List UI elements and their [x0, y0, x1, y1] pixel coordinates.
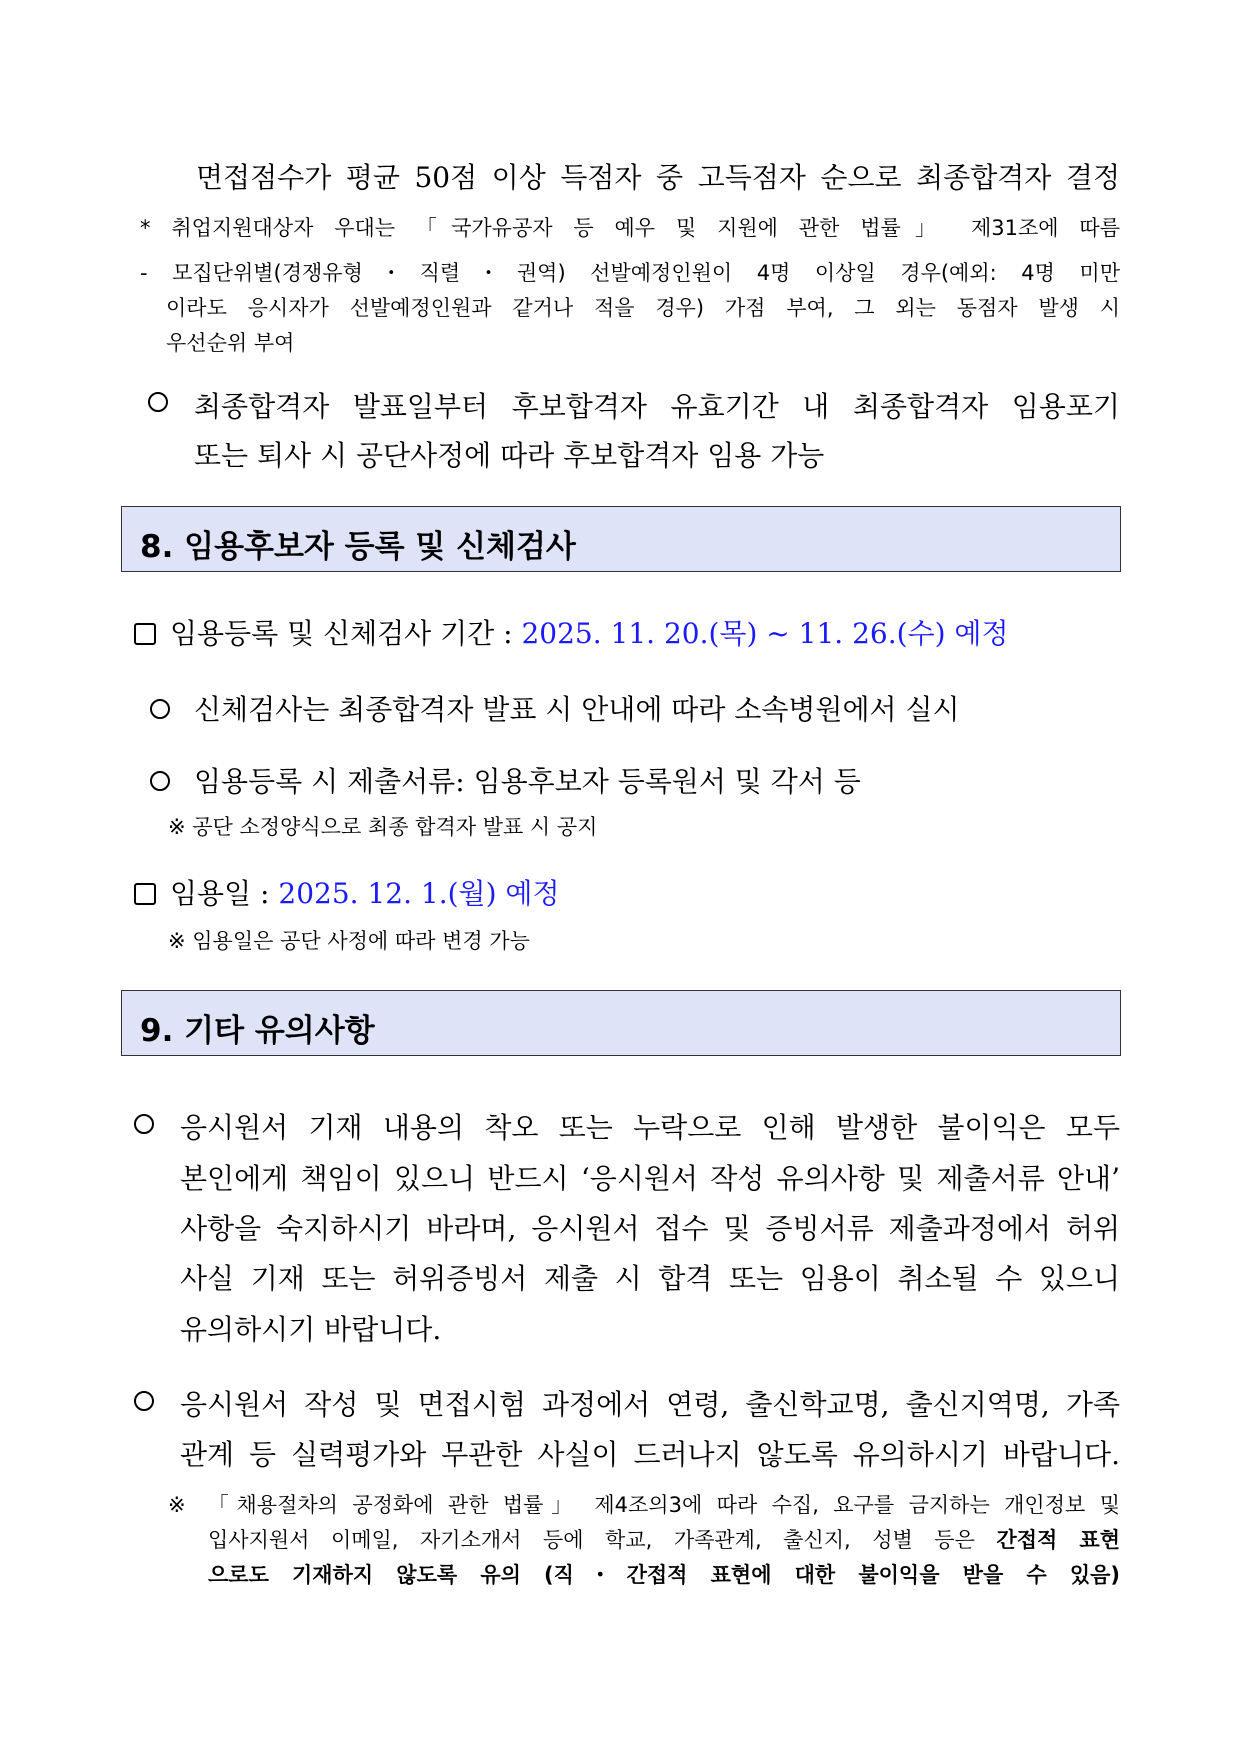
documents-text: 임용등록 시 제출서류: 임용후보자 등록원서 및 각서 등: [194, 765, 861, 798]
privacy-note-line1: ※ 「채용절차의 공정화에 관한 법률」 제4조의3에 따라 수집, 요구를 금지하는 개인정보 및: [168, 1493, 1120, 1517]
caution1-line5: 유의하시기 바랍니다.: [180, 1313, 442, 1346]
candidate-line2: 또는 퇴사 시 공단사정에 따라 후보합격자 임용 가능: [194, 439, 825, 472]
documents-bullet: [150, 760, 861, 800]
bonus-note-line1: - 모집단위별(경쟁유형・직렬・권역) 선발예정인원이 4명 이상일 경우(예외: 4명 미만: [140, 261, 1120, 285]
caution1-bullet: [134, 1108, 178, 1141]
veteran-preference-note: * 취업지원대상자 우대는 「국가유공자 등 예우 및 지원에 관한 법률」 제31조에 따름: [140, 216, 1120, 240]
caution1-line1: 응시원서 기재 내용의 착오 또는 누락으로 인해 발생한 불이익은 모두: [180, 1111, 1120, 1144]
section-8-title: 8. 임용후보자 등록 및 신체검사: [140, 529, 576, 565]
circle-bullet-icon: [150, 771, 170, 791]
circle-bullet-icon: [134, 1391, 154, 1411]
privacy-note-line3: 으로도 기재하지 않도록 유의 (직・간접적 표현에 대한 불이익을 받을 수 있음): [208, 1563, 1120, 1587]
appointment-note: ※ 임용일은 공단 사정에 따라 변경 가능: [168, 929, 530, 953]
caution1-line4: 사실 기재 또는 허위증빙서 제출 시 합격 또는 임용이 취소될 수 있으니: [180, 1262, 1120, 1295]
appointment-label: 임용일 :: [170, 877, 270, 910]
bonus-note-line3: 우선순위 부여: [166, 331, 295, 355]
checkbox-square-icon: [134, 883, 156, 905]
physical-exam-text: 신체검사는 최종합격자 발표 시 안내에 따라 소속병원에서 실시: [194, 693, 960, 726]
documents-note: ※ 공단 소정양식으로 최종 합격자 발표 시 공지: [168, 815, 598, 839]
candidate-bullet: [148, 386, 192, 419]
section-9-header: [121, 990, 1121, 1056]
period-value: 2025. 11. 20.(목) ~ 11. 26.(수) 예정: [521, 617, 1009, 650]
section-9-title: 9. 기타 유의사항: [140, 1013, 375, 1049]
circle-bullet-icon: [134, 1114, 154, 1134]
circle-bullet-icon: [148, 392, 168, 412]
privacy-note-line2: [208, 1524, 1120, 1554]
bonus-note-line2: 이라도 응시자가 선발예정인원과 같거나 적을 경우) 가점 부여, 그 외는 동점자 발생 시: [166, 296, 1120, 320]
appointment-value: 2025. 12. 1.(월) 예정: [278, 877, 560, 910]
privacy-note-line2-text: 입사지원서 이메일, 자기소개서 등에 학교, 가족관계, 출신지, 성별 등은: [208, 1528, 997, 1552]
caution2-bullet: [134, 1385, 178, 1418]
caution2-line1: 응시원서 작성 및 면접시험 과정에서 연령, 출신학교명, 출신지역명, 가족: [180, 1388, 1120, 1421]
period-row: [134, 612, 1009, 652]
period-label: 임용등록 및 신체검사 기간 :: [170, 617, 513, 650]
final-selection-text: 면접점수가 평균 50점 이상 득점자 중 고득점자 순으로 최종합격자 결정: [196, 161, 1120, 194]
appointment-row: [134, 872, 560, 912]
physical-exam-bullet: [150, 688, 960, 728]
section-8-header: [121, 506, 1121, 572]
caution1-line2: 본인에게 책임이 있으니 반드시 ‘응시원서 작성 유의사항 및 제출서류 안내’: [180, 1162, 1120, 1195]
circle-bullet-icon: [150, 699, 170, 719]
privacy-note-emphasis: 간접적 표현: [996, 1528, 1120, 1552]
caution1-line3: 사항을 숙지하시기 바라며, 응시원서 접수 및 증빙서류 제출과정에서 허위: [180, 1212, 1120, 1245]
checkbox-square-icon: [134, 623, 156, 645]
caution2-line2: 관계 등 실력평가와 무관한 사실이 드러나지 않도록 유의하시기 바랍니다.: [180, 1438, 1120, 1471]
candidate-line1: 최종합격자 발표일부터 후보합격자 유효기간 내 최종합격자 임용포기: [194, 390, 1120, 423]
